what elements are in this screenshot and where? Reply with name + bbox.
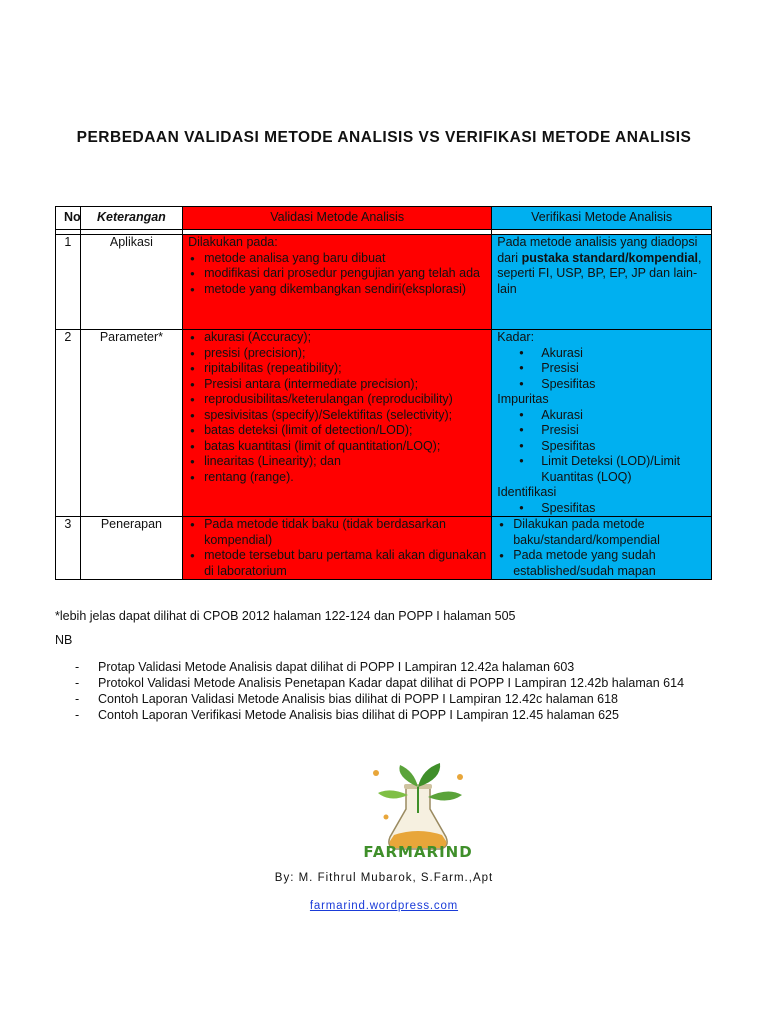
list-item: • Presisi [541, 361, 706, 377]
list-item: • Spesifitas [541, 439, 706, 455]
list-item: • Pada metode tidak baku (tidak berdasarkan kompendial) [204, 517, 486, 548]
list-item: • Presisi antara (intermediate precision); [204, 377, 486, 393]
nb-list [55, 659, 715, 723]
header-validasi: Validasi Metode Analisis [183, 207, 492, 230]
verifikasi-cell [492, 330, 712, 517]
list-item: • batas kuantitasi (limit of quantitation/LOQ); [204, 439, 486, 455]
verifikasi-text-bold: pustaka standard/kompendial [521, 250, 698, 265]
validasi-list [188, 517, 486, 579]
list-item: • linearitas (Linearity); dan [204, 454, 486, 470]
table-row [56, 235, 712, 330]
farmarind-logo [356, 757, 480, 867]
row-keterangan: Parameter* [80, 330, 182, 517]
list-item: • batas deteksi (limit of detection/LOD); [204, 423, 486, 439]
list-item: • Akurasi [541, 408, 706, 424]
validasi-list [188, 330, 486, 485]
list-item: • metode analisa yang baru dibuat [204, 251, 486, 267]
list-item: • presisi (precision); [204, 346, 486, 362]
row-keterangan: Penerapan [80, 517, 182, 580]
list-item: - Protap Validasi Metode Analisis dapat dilihat di POPP I Lampiran 12.42a halaman 603 [55, 659, 715, 675]
list-item: • rentang (range). [204, 470, 486, 486]
row-keterangan: Aplikasi [80, 235, 182, 330]
validasi-list [188, 251, 486, 298]
row-no: 3 [56, 517, 81, 580]
list-item: • ripitabilitas (repeatibility); [204, 361, 486, 377]
verifikasi-list [497, 346, 706, 393]
comparison-table [55, 206, 712, 580]
verifikasi-list [497, 408, 706, 486]
header-verifikasi: Verifikasi Metode Analisis [492, 207, 712, 230]
logo-text: FARMARIND [363, 843, 473, 861]
verifikasi-cell [492, 517, 712, 580]
row-no: 1 [56, 235, 81, 330]
list-item: • metode tersebut baru pertama kali akan digunakan di laboratorium [204, 548, 486, 579]
verifikasi-list [497, 501, 706, 517]
verifikasi-text-pre: Pada metode analisis yang diadopsi dari [497, 235, 698, 265]
page-title: PERBEDAAN VALIDASI METODE ANALISIS VS VERIFIKASI METODE ANALISIS [76, 129, 692, 146]
nb-label: NB [55, 633, 73, 647]
table-row [56, 517, 712, 580]
group-label: Identifikasi [497, 485, 557, 499]
list-item: • Akurasi [541, 346, 706, 362]
list-item: • Spesifitas [541, 377, 706, 393]
table-header-row [56, 207, 712, 230]
header-no: No [56, 207, 81, 230]
row-no: 2 [56, 330, 81, 517]
group-label: Impuritas [497, 392, 549, 406]
verifikasi-text-post: , seperti FI, USP, BP, EP, JP dan lain-lain [497, 250, 702, 296]
list-item: - Contoh Laporan Validasi Metode Analisis bias dilihat di POPP I Lampiran 12.42c halaman 618 [55, 691, 715, 707]
footnote: *lebih jelas dapat dilihat di CPOB 2012 halaman 122-124 dan POPP I halaman 505 [55, 609, 516, 623]
group-label: Kadar: [497, 330, 535, 344]
header-keterangan: Keterangan [80, 207, 182, 230]
list-item: - Protokol Validasi Metode Analisis Penetapan Kadar dapat dilihat di POPP I Lampiran 12.42b halaman 614 [55, 675, 715, 691]
author-byline: By: M. Fithrul Mubarok, S.Farm.,Apt [274, 872, 494, 884]
list-item: • Limit Deteksi (LOD)/Limit Kuantitas (LOQ) [541, 454, 706, 485]
table-row [56, 330, 712, 517]
validasi-cell [183, 330, 492, 517]
list-item: • metode yang dikembangkan sendiri(eksplorasi) [204, 282, 486, 298]
validasi-intro: Dilakukan pada: [188, 235, 278, 249]
list-item: • Dilakukan pada metode baku/standard/kompendial [513, 517, 706, 548]
verifikasi-list [497, 517, 706, 579]
list-item: • akurasi (Accuracy); [204, 330, 486, 346]
list-item: • Spesifitas [541, 501, 706, 517]
list-item: - Contoh Laporan Verifikasi Metode Analisis bias dilihat di POPP I Lampiran 12.45 halaman 625 [55, 707, 715, 723]
list-item: • spesivisitas (specify)/Selektifitas (selectivity); [204, 408, 486, 424]
validasi-cell [183, 235, 492, 330]
list-item: • modifikasi dari prosedur pengujian yang telah ada [204, 266, 486, 282]
list-item: • reprodusibilitas/keterulangan (reproducibility) [204, 392, 486, 408]
list-item: • Pada metode yang sudah established/sudah mapan [513, 548, 706, 579]
list-item: • Presisi [541, 423, 706, 439]
website-link[interactable]: farmarind.wordpress.com [309, 900, 459, 912]
verifikasi-cell [492, 235, 712, 330]
validasi-cell [183, 517, 492, 580]
